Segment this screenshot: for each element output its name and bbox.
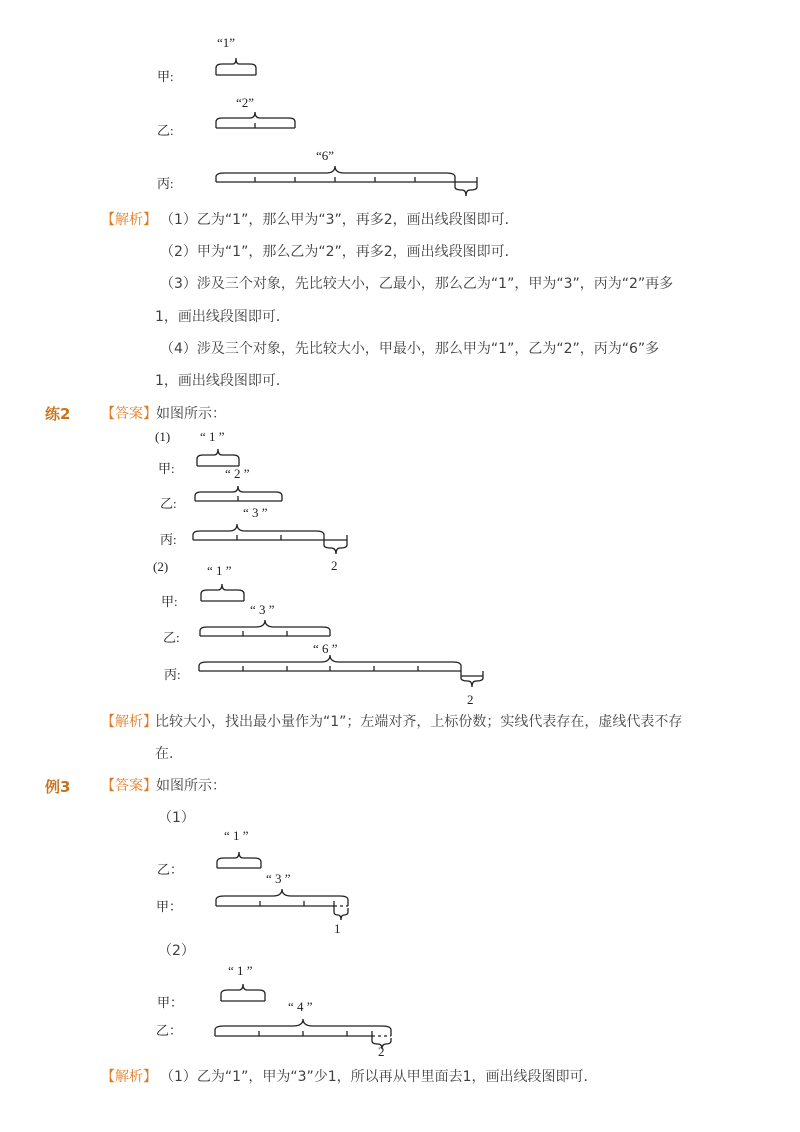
analysis-lian2-line-2: 在． bbox=[155, 746, 183, 762]
label-quote-4: “ 4 ” bbox=[288, 999, 313, 1014]
label-bing: 丙: bbox=[160, 532, 177, 547]
analysis-1-line-3b: 1，画出线段图即可． bbox=[155, 309, 290, 325]
label-quote-3-b: “ 3 ” bbox=[250, 602, 275, 617]
label-bing-b: 丙: bbox=[164, 667, 181, 682]
label-quote-1: “ 1 ” bbox=[200, 429, 225, 444]
label-quote-3: “ 3 ” bbox=[266, 871, 291, 886]
label-jia-b: 甲： bbox=[157, 995, 184, 1010]
part-1-label: （1） bbox=[158, 810, 195, 826]
label-quote-1-b: “ 1 ” bbox=[228, 963, 253, 978]
label-quote-6-b: “ 6 ” bbox=[313, 641, 338, 656]
label-jia: 甲： bbox=[156, 899, 183, 914]
brace-1-yi bbox=[217, 852, 261, 868]
label-jia: 甲: bbox=[157, 69, 174, 84]
brace-1-jia bbox=[216, 889, 348, 906]
analysis-1-line-4b: 1，画出线段图即可． bbox=[155, 373, 290, 389]
analysis-tag-lian2: 【解析】 bbox=[101, 714, 157, 730]
brace-1-minus bbox=[334, 906, 348, 920]
brace-2-yi bbox=[215, 1019, 391, 1036]
label-quote-2: “ 2 ” bbox=[225, 466, 250, 481]
label-quote-2: “2” bbox=[236, 95, 255, 110]
analysis-lian2-line-1: 比较大小，找出最小量作为“1”；左端对齐，上标份数；实线代表存在，虚线代表不存 bbox=[155, 714, 683, 730]
part-1-label: (1) bbox=[155, 429, 171, 444]
analysis-1-line-1: （1）乙为“1”，那么甲为“3”，再多2，画出线段图即可． bbox=[160, 212, 519, 228]
answer-tag-lian2: 【答案】 bbox=[101, 406, 157, 422]
label-number-2: 2 bbox=[331, 558, 338, 573]
label-jia-b: 甲: bbox=[161, 594, 178, 609]
label-quote-1: “ 1 ” bbox=[224, 828, 249, 843]
label-quote-3: “ 3 ” bbox=[243, 505, 268, 520]
analysis-1-line-4a: （4）涉及三个对象，先比较大小，甲最小，那么甲为“1”，乙为“2”，丙为“6”多 bbox=[160, 341, 660, 357]
analysis-1-line-2: （2）甲为“1”，那么乙为“2”，再多2，画出线段图即可． bbox=[160, 244, 519, 260]
section-number-lian2: 练2 bbox=[45, 405, 71, 423]
analysis-1-line-3a: （3）涉及三个对象，先比较大小，乙最小，那么乙为“1”，甲为“3”，丙为“2”再多 bbox=[160, 276, 674, 292]
label-yi: 乙: bbox=[160, 496, 177, 511]
part-2-label: （2） bbox=[158, 943, 195, 959]
analysis-tag-li3: 【解析】 bbox=[101, 1069, 157, 1085]
analysis-tag-1: 【解析】 bbox=[101, 212, 157, 228]
answer-tag-li3: 【答案】 bbox=[101, 778, 157, 794]
part-2-label: (2) bbox=[153, 559, 169, 574]
label-bing: 丙: bbox=[157, 176, 174, 191]
brace-2-minus bbox=[372, 1036, 391, 1049]
label-yi-b: 乙： bbox=[156, 1023, 183, 1038]
label-yi-b: 乙: bbox=[163, 630, 180, 645]
label-jia: 甲: bbox=[158, 461, 175, 476]
label-quote-6: “6” bbox=[316, 148, 335, 163]
brace-2-jia bbox=[221, 984, 265, 1001]
label-quote-1-b: “ 1 ” bbox=[207, 563, 232, 578]
label-number-1: 1 bbox=[334, 921, 341, 936]
label-yi: 乙: bbox=[157, 123, 174, 138]
answer-text-li3: 如图所示： bbox=[156, 778, 226, 794]
section-number-li3: 例3 bbox=[45, 778, 71, 796]
label-quote-1: “1” bbox=[217, 35, 236, 50]
label-number-2-b: 2 bbox=[467, 692, 474, 707]
analysis-li3-line-1: （1）乙为“1”，甲为“3”少1，所以再从甲里面去1，画出线段图即可． bbox=[160, 1069, 598, 1085]
answer-text-lian2: 如图所示： bbox=[156, 406, 226, 422]
label-number-2: 2 bbox=[378, 1044, 385, 1059]
label-yi: 乙： bbox=[157, 862, 184, 877]
